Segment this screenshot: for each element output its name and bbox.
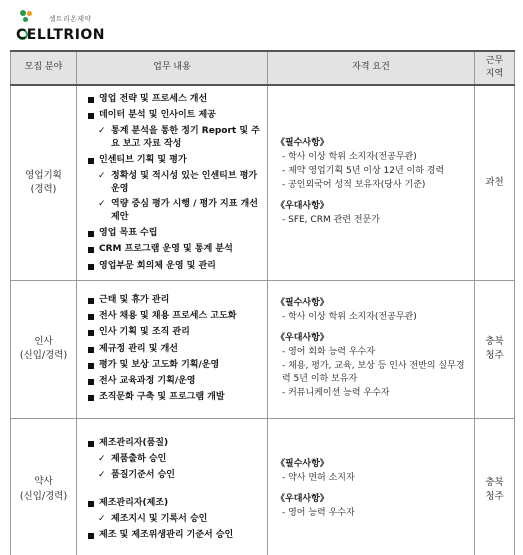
work-location: 충북 청주 <box>475 418 515 555</box>
duty-item <box>87 484 261 494</box>
duty-item: 데이터 분석 및 인사이트 제공 <box>87 109 261 122</box>
duty-item: 전사 채용 및 채용 프로세스 고도화 <box>87 310 261 323</box>
duties-cell <box>77 418 268 555</box>
duty-subitem: ✓ 제조지시 및 기록서 승인 <box>87 513 261 526</box>
table-row <box>11 280 515 418</box>
duty-item: 제조 및 제조위생관리 기준서 승인 <box>87 529 261 542</box>
table-row <box>11 418 515 555</box>
duty-subitem: ✓ 정확성 및 적시성 있는 인센티브 평가 운영 <box>87 170 261 196</box>
duty-item: 인사 기획 및 조직 관리 <box>87 326 261 339</box>
required-item: - 약사 면허 소지자 <box>282 473 355 484</box>
duty-item: 전사 교육과정 기획/운영 <box>87 375 261 388</box>
job-field: 인사 (신입/경력) <box>11 280 77 418</box>
celltrion-logo <box>16 8 137 43</box>
preferred-item: - SFE, CRM 관련 전문가 <box>282 215 380 226</box>
required-item: - 공인외국어 성적 보유자(당사 기준) <box>282 180 426 191</box>
logo-dots-icon <box>17 10 35 24</box>
preferred-item: - 영어 능력 우수자 <box>282 508 355 519</box>
preferred-item: - 영어 회화 능력 우수자 <box>282 347 375 358</box>
duties-cell <box>77 85 268 280</box>
preferred-heading: 《우대사항》 <box>276 201 329 212</box>
duty-item: 영업 목표 수립 <box>87 227 261 240</box>
duty-item: 영업 전략 및 프로세스 개선 <box>87 93 261 106</box>
required-item: - 학사 이상 학위 소지자(전공무관) <box>282 152 417 163</box>
preferred-item: - 커뮤니케이션 능력 우수자 <box>282 388 390 399</box>
duty-item: CRM 프로그램 운영 및 통계 분석 <box>87 243 261 256</box>
work-location: 과천 <box>475 85 515 280</box>
work-location: 충북 청주 <box>475 280 515 418</box>
logo-subtitle: 셀트리온제약 <box>49 15 92 23</box>
duty-item: 근태 및 휴가 관리 <box>87 294 261 307</box>
preferred-heading: 《우대사항》 <box>276 332 329 343</box>
duty-item: 영업부문 회의체 운영 및 관리 <box>87 260 261 273</box>
duty-item: 제조관리자(품질) <box>87 437 261 450</box>
required-heading: 《필수사항》 <box>276 138 329 149</box>
header-location: 근무 지역 <box>475 51 515 85</box>
header-duties: 업무 내용 <box>77 51 268 85</box>
required-item: - 제약 영업기획 5년 이상 12년 이하 경력 <box>282 166 445 177</box>
duty-subitem: ✓ 역량 중심 평가 시행 / 평가 지표 개선 제안 <box>87 198 261 224</box>
requirements-cell <box>268 418 475 555</box>
recruitment-table <box>10 50 515 555</box>
duty-subitem: ✓ 제품출하 승인 <box>87 453 261 466</box>
requirements-cell <box>268 85 475 280</box>
duty-item: 평가 및 보상 고도화 기획/운영 <box>87 359 261 372</box>
duty-subitem: ✓ 통계 분석을 통한 정기 Report 및 주요 보고 자료 작성 <box>87 125 261 151</box>
duty-item: 조직문화 구축 및 프로그램 개발 <box>87 391 261 404</box>
logo-wordmark: CELLTRION <box>16 27 106 43</box>
table-header-row <box>11 51 515 85</box>
duty-subitem: ✓ 품질기준서 승인 <box>87 469 261 482</box>
duty-item: 제조관리자(제조) <box>87 497 261 510</box>
header-field: 모집 분야 <box>11 51 77 85</box>
required-heading: 《필수사항》 <box>276 458 329 469</box>
duties-cell <box>77 280 268 418</box>
header-requirements: 자격 요건 <box>268 51 475 85</box>
duty-item: 제규정 관리 및 개선 <box>87 343 261 356</box>
table-row <box>11 85 515 280</box>
job-field: 영업기획 (경력) <box>11 85 77 280</box>
requirements-cell <box>268 280 475 418</box>
required-heading: 《필수사항》 <box>276 297 329 308</box>
duty-item: 인센티브 기획 및 평가 <box>87 154 261 167</box>
preferred-heading: 《우대사항》 <box>276 494 329 505</box>
required-item: - 학사 이상 학위 소지자(전공무관) <box>282 311 417 322</box>
job-field: 약사 (신입/경력) <box>11 418 77 555</box>
preferred-item: - 채용, 평가, 교육, 보상 등 인사 전반의 실무경력 5년 이하 보유자 <box>282 361 465 385</box>
